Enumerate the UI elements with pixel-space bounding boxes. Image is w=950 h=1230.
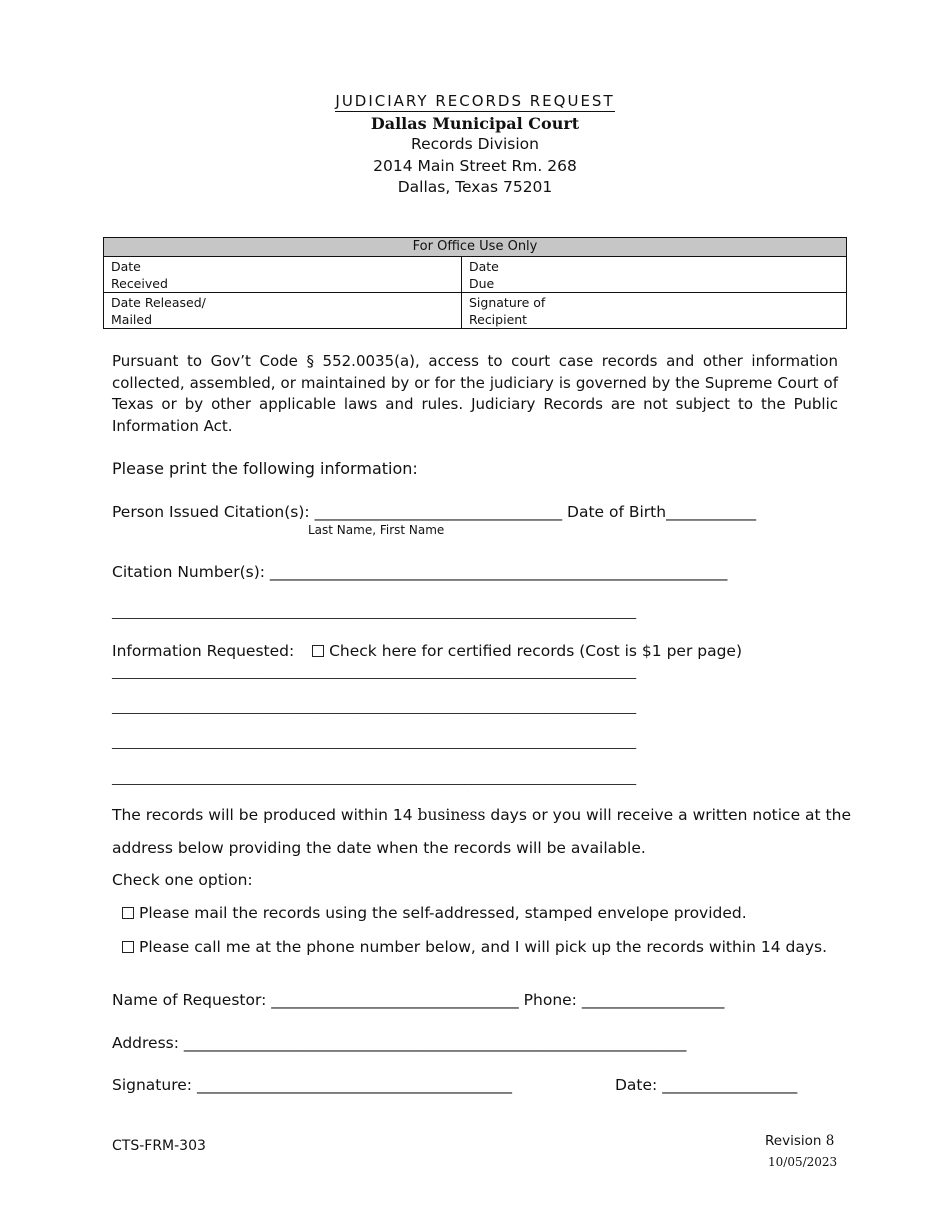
option-call-text: Please call me at the phone number below, and I will pick up the records within 14 days. bbox=[139, 938, 828, 956]
signature-field[interactable]: __________________________________________ bbox=[196, 1076, 512, 1094]
city-address: Dallas, Texas 75201 bbox=[397, 178, 553, 196]
court-name: Dallas Municipal Court bbox=[370, 114, 580, 133]
address-row bbox=[112, 1034, 686, 1052]
revision-date: 10/05/2023 bbox=[768, 1155, 838, 1169]
form-title: JUDICIARY RECORDS REQUEST bbox=[335, 92, 615, 110]
option-mail-checkbox[interactable] bbox=[122, 907, 134, 919]
phone-label: Phone: bbox=[523, 991, 577, 1009]
date-label: Date: bbox=[615, 1076, 658, 1094]
person-issued-field[interactable]: _________________________________ bbox=[314, 503, 563, 521]
citation-extra-line[interactable]: ______________________________________________________________________________________ bbox=[112, 605, 637, 619]
notice-text: days or you will receive a written notice at the bbox=[485, 806, 851, 824]
dob-field[interactable]: ____________ bbox=[666, 503, 757, 521]
option-call-checkbox[interactable] bbox=[122, 941, 134, 953]
address-field[interactable]: ___________________________________________________________________ bbox=[183, 1034, 687, 1052]
instructions: Please print the following information: bbox=[112, 459, 418, 478]
option-mail-row bbox=[122, 904, 747, 922]
citation-field[interactable]: _____________________________________________________________ bbox=[269, 563, 728, 581]
name-hint: Last Name, First Name bbox=[308, 523, 445, 537]
revision bbox=[765, 1133, 834, 1149]
dob-label: Date of Birth bbox=[567, 503, 667, 521]
division-name: Records Division bbox=[411, 135, 539, 153]
legal-statement: Pursuant to Gov’t Code § 552.0035(a), access to court case records and other information collected, assembled, or maintained by or for the judiciary is governed by the Supreme Court of Texas or by other applicable laws and rules. Judiciary Records are not subject to the Public Information Act. bbox=[112, 352, 838, 435]
check-one-label: Check one option: bbox=[112, 871, 253, 889]
office-use-table bbox=[103, 237, 847, 329]
revision-number: 8 bbox=[825, 1133, 835, 1149]
certified-checkbox[interactable] bbox=[312, 645, 324, 657]
revision-label: Revision bbox=[765, 1133, 822, 1149]
date-row bbox=[615, 1076, 797, 1094]
address-label: Address: bbox=[112, 1034, 179, 1052]
street-address: 2014 Main Street Rm. 268 bbox=[373, 157, 577, 175]
date-received-cell[interactable]: Date Received bbox=[104, 257, 462, 292]
notice-text: The records will be produced within 14 bbox=[112, 806, 418, 824]
notice-business: business bbox=[417, 806, 486, 824]
office-use-row bbox=[104, 293, 846, 328]
office-use-row bbox=[104, 257, 846, 293]
requestor-name-field[interactable]: _________________________________ bbox=[271, 991, 519, 1009]
date-field[interactable]: __________________ bbox=[662, 1076, 798, 1094]
citation-row bbox=[112, 563, 727, 581]
notice-line-2: address below providing the date when the records will be available. bbox=[112, 839, 646, 857]
date-released-cell[interactable]: Date Released/ Mailed bbox=[104, 293, 462, 328]
signature-recipient-cell[interactable]: Signature of Recipient bbox=[469, 295, 546, 327]
form-id: CTS-FRM-303 bbox=[112, 1138, 206, 1154]
info-requested-label: Information Requested: bbox=[112, 642, 295, 660]
requestor-name-row bbox=[112, 991, 724, 1009]
info-line[interactable]: ______________________________________________________________________________________ bbox=[112, 771, 637, 785]
notice-line-1 bbox=[112, 806, 851, 824]
info-line[interactable]: ______________________________________________________________________________________ bbox=[112, 735, 637, 749]
info-line[interactable]: ______________________________________________________________________________________ bbox=[112, 700, 637, 714]
date-due-cell[interactable]: Date Due bbox=[469, 259, 499, 291]
office-use-heading: For Office Use Only bbox=[104, 238, 846, 257]
requestor-name-label: Name of Requestor: bbox=[112, 991, 267, 1009]
phone-field[interactable]: ___________________ bbox=[581, 991, 725, 1009]
info-line[interactable]: ______________________________________________________________________________________ bbox=[112, 665, 637, 679]
option-mail-text: Please mail the records using the self-addressed, stamped envelope provided. bbox=[139, 904, 747, 922]
certified-text: Check here for certified records (Cost is $1 per page) bbox=[329, 642, 743, 660]
citation-label: Citation Number(s): bbox=[112, 563, 265, 581]
person-issued-row bbox=[112, 503, 756, 521]
person-issued-label: Person Issued Citation(s): bbox=[112, 503, 310, 521]
option-call-row bbox=[122, 938, 827, 956]
info-requested-row bbox=[112, 642, 742, 660]
signature-label: Signature: bbox=[112, 1076, 192, 1094]
signature-row bbox=[112, 1076, 512, 1094]
